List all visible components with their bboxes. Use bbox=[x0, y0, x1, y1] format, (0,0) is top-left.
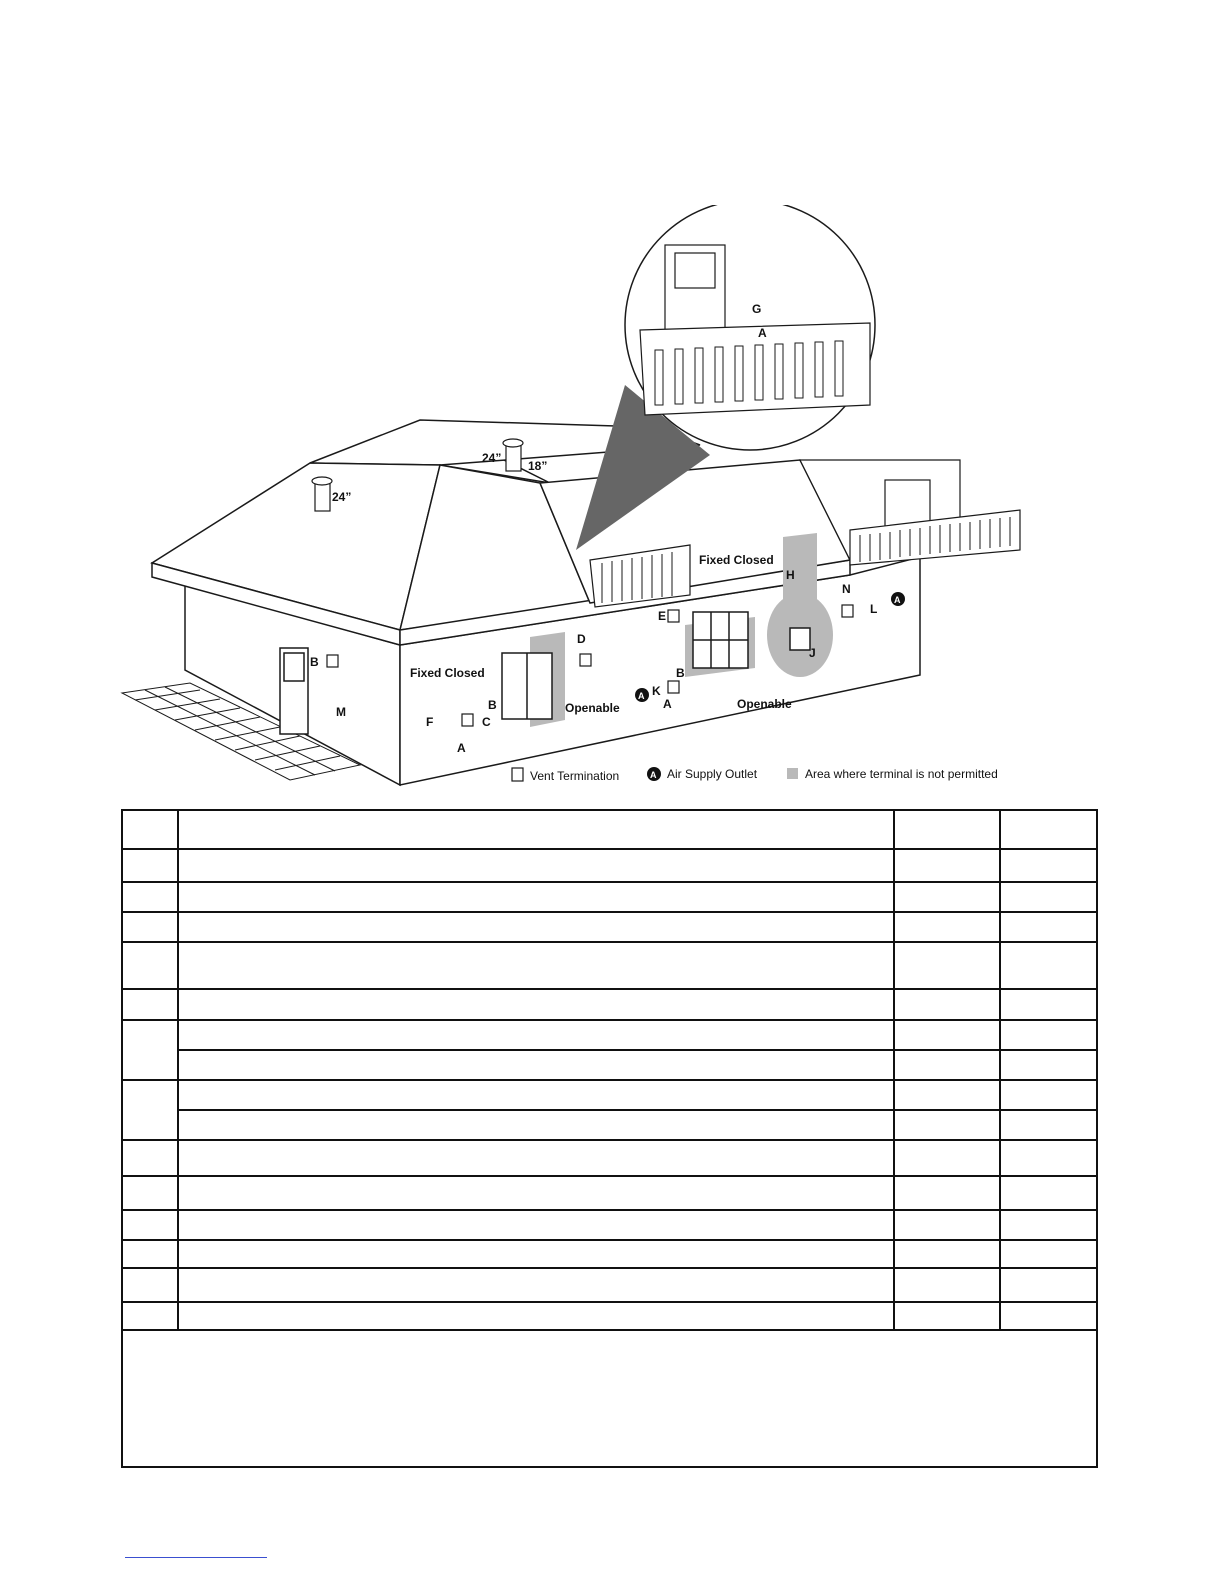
label-a-right: A bbox=[663, 697, 672, 711]
notes-area bbox=[123, 1331, 1096, 1469]
dim-24-left: 24” bbox=[332, 490, 352, 504]
legend-vent: Vent Termination bbox=[530, 769, 620, 783]
label-g: G bbox=[752, 302, 762, 316]
table-row bbox=[123, 989, 1096, 1020]
label-e: E bbox=[658, 609, 667, 623]
legend-area: Area where terminal is not permitted bbox=[805, 767, 998, 781]
label-k: K bbox=[652, 684, 661, 698]
table-row bbox=[123, 882, 1096, 912]
vent-clearance-diagram bbox=[110, 205, 1040, 795]
table-row bbox=[123, 1110, 1096, 1140]
label-b-window: B bbox=[676, 666, 685, 680]
svg-text:A: A bbox=[638, 691, 645, 701]
label-b-door: B bbox=[310, 655, 319, 669]
vent-termination-icon bbox=[512, 768, 523, 781]
table-header-row bbox=[123, 811, 1096, 849]
label-f: F bbox=[426, 715, 434, 729]
legend-air: Air Supply Outlet bbox=[667, 767, 758, 781]
label-n: N bbox=[842, 582, 851, 596]
dim-24-top: 24” bbox=[482, 451, 502, 465]
table-row bbox=[123, 1020, 1096, 1050]
footer-link-underline[interactable] bbox=[125, 1557, 267, 1558]
fixed-closed-right: Fixed Closed bbox=[699, 553, 774, 567]
label-b-left: B bbox=[488, 698, 497, 712]
table-row bbox=[123, 1210, 1096, 1240]
label-h: H bbox=[786, 568, 795, 582]
table-row bbox=[123, 1080, 1096, 1110]
table-row bbox=[123, 942, 1096, 989]
dim-18: 18” bbox=[528, 459, 548, 473]
label-j: J bbox=[809, 646, 816, 660]
restricted-area-swatch bbox=[787, 768, 798, 779]
table-row bbox=[123, 1268, 1096, 1302]
label-d: D bbox=[577, 632, 586, 646]
label-a-bottom: A bbox=[457, 741, 466, 755]
label-c: C bbox=[482, 715, 491, 729]
table-row bbox=[123, 912, 1096, 942]
table-row bbox=[123, 1176, 1096, 1210]
table-row bbox=[123, 1302, 1096, 1330]
table-row bbox=[123, 1240, 1096, 1268]
svg-text:A: A bbox=[894, 595, 901, 605]
clearance-table bbox=[121, 809, 1098, 1468]
openable-left: Openable bbox=[565, 701, 620, 715]
table-row bbox=[123, 1140, 1096, 1176]
svg-text:A: A bbox=[650, 770, 657, 780]
label-a-top: A bbox=[758, 326, 767, 340]
label-l: L bbox=[870, 602, 878, 616]
diagram-legend bbox=[512, 767, 998, 783]
table-row bbox=[123, 849, 1096, 882]
label-m: M bbox=[336, 705, 346, 719]
fixed-closed-left: Fixed Closed bbox=[410, 666, 485, 680]
table-row bbox=[123, 1050, 1096, 1080]
openable-right: Openable bbox=[737, 697, 792, 711]
